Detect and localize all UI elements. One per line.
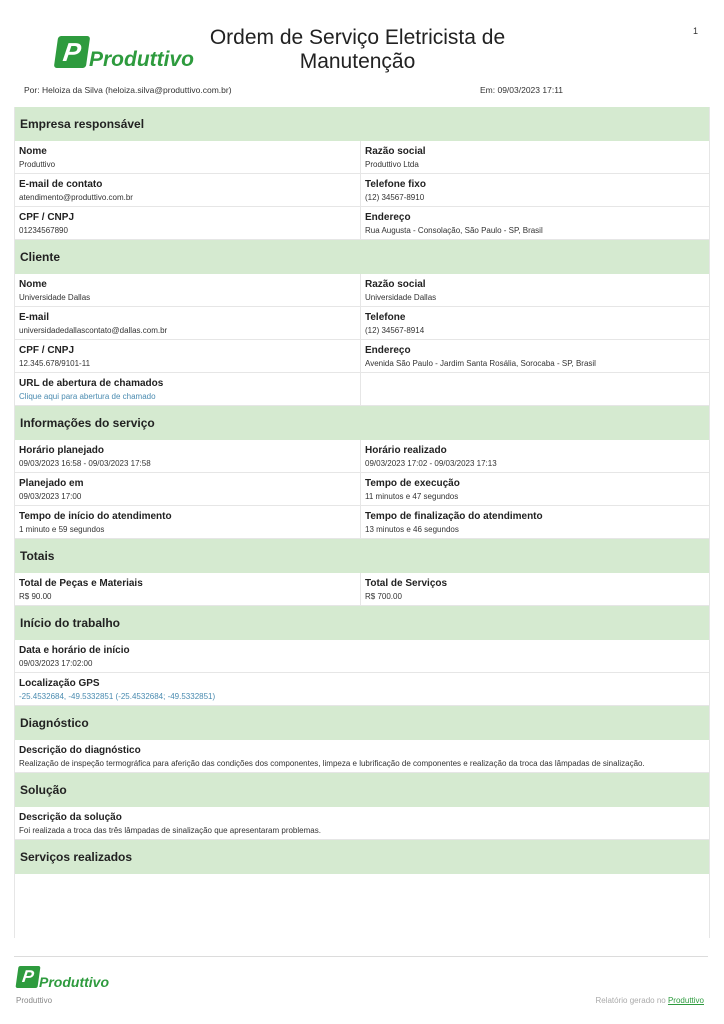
field-label: Total de Peças e Materiais — [19, 578, 143, 589]
field-label: Descrição da solução — [19, 812, 122, 823]
footer-produttivo-link[interactable]: Produttivo — [667, 996, 704, 1005]
field-cliente-email — [15, 307, 360, 339]
field-value: Rua Augusta - Consolação, São Paulo - SP, Brasil — [365, 226, 543, 235]
section-totais: Totais — [15, 539, 709, 573]
footer-generated — [595, 996, 704, 1005]
field-label: CPF / CNPJ — [19, 345, 75, 356]
section-cliente: Cliente — [15, 240, 709, 274]
field-label: Tempo de finalização do atendimento — [365, 511, 543, 522]
field-label: Endereço — [365, 345, 411, 356]
footer-divider — [14, 956, 708, 957]
table-row — [15, 573, 709, 606]
field-label: Nome — [19, 146, 47, 157]
table-row — [15, 373, 709, 406]
field-cliente-url — [15, 373, 360, 405]
field-empresa-nome — [15, 141, 360, 173]
field-label: E-mail de contato — [19, 179, 103, 190]
field-value: R$ 700.00 — [365, 592, 402, 601]
field-value: R$ 90.00 — [19, 592, 52, 601]
table-row — [15, 307, 709, 340]
services-list — [15, 874, 709, 945]
table-row — [15, 640, 709, 673]
field-label: CPF / CNPJ — [19, 212, 75, 223]
field-label: Tempo de início do atendimento — [19, 511, 172, 522]
field-label: Descrição do diagnóstico — [19, 745, 141, 756]
field-label: URL de abertura de chamados — [19, 378, 164, 389]
field-solucao — [15, 807, 709, 839]
author-info: Por: Heloiza da Silva (heloiza.silva@produttivo.com.br) — [24, 85, 232, 95]
produttivo-logo — [56, 32, 194, 72]
field-label: Data e horário de início — [19, 645, 130, 656]
field-value: Universidade Dallas — [365, 293, 437, 302]
field-diagnostico — [15, 740, 709, 772]
field-value: 13 minutos e 46 segundos — [365, 525, 459, 534]
field-tempo-execucao — [360, 473, 709, 505]
section-solucao: Solução — [15, 773, 709, 807]
table-row — [15, 807, 709, 840]
field-label: E-mail — [19, 312, 50, 323]
field-cliente-nome — [15, 274, 360, 306]
field-value: (12) 34567-8914 — [365, 326, 425, 335]
page-number: 1 — [692, 26, 698, 36]
footer-company: Produttivo — [16, 996, 53, 1005]
field-total-servicos — [360, 573, 709, 605]
report-content — [14, 107, 710, 938]
section-diagnostico: Diagnóstico — [15, 706, 709, 740]
field-empresa-telefone — [360, 174, 709, 206]
field-value: 1 minuto e 59 segundos — [19, 525, 105, 534]
footer-generated-text: Relatório gerado no — [595, 996, 668, 1005]
field-value: universidadedallascontato@dallas.com.br — [19, 326, 168, 335]
table-row — [15, 673, 709, 706]
field-label: Localização GPS — [19, 678, 100, 689]
document-title — [185, 26, 530, 74]
field-value: 09/03/2023 16:58 - 09/03/2023 17:58 — [19, 459, 151, 468]
field-value: 09/03/2023 17:02 - 09/03/2023 17:13 — [365, 459, 497, 468]
ticket-url-link[interactable]: Clique aqui para abertura de chamado — [19, 392, 156, 401]
table-row — [15, 506, 709, 539]
field-value: Foi realizada a troca das três lâmpadas de sinalização que apresentaram problemas. — [19, 826, 321, 835]
field-data-inicio — [15, 640, 709, 672]
field-empresa-cpf — [15, 207, 360, 239]
table-row — [15, 207, 709, 240]
field-label: Razão social — [365, 146, 426, 157]
field-label: Telefone — [365, 312, 406, 323]
field-value: 01234567890 — [19, 226, 68, 235]
document-title-line2: Manutenção — [299, 50, 416, 73]
field-value: (12) 34567-8910 — [365, 193, 425, 202]
document-title-line1: Ordem de Serviço Eletricista de — [209, 26, 506, 49]
field-value: Produttivo Ltda — [365, 160, 419, 169]
field-value: 12.345.678/9101-11 — [19, 359, 91, 368]
table-row — [15, 141, 709, 174]
field-tempo-finalizacao — [360, 506, 709, 538]
field-horario-realizado — [360, 440, 709, 472]
field-label: Telefone fixo — [365, 179, 426, 190]
gps-link[interactable]: -25.4532684, -49.5332851 (-25.4532684; -49.5332851) — [19, 692, 216, 701]
field-empresa-endereco — [360, 207, 709, 239]
field-label: Total de Serviços — [365, 578, 448, 589]
section-servico: Informações do serviço — [15, 406, 709, 440]
field-tempo-inicio — [15, 506, 360, 538]
table-row — [15, 174, 709, 207]
field-empresa-razao — [360, 141, 709, 173]
field-label: Tempo de execução — [365, 478, 460, 489]
field-label: Horário realizado — [365, 445, 447, 456]
field-value: 09/03/2023 17:00 — [19, 492, 82, 501]
table-row — [15, 440, 709, 473]
field-label: Horário planejado — [19, 445, 105, 456]
field-value: Universidade Dallas — [19, 293, 91, 302]
table-row — [15, 473, 709, 506]
field-empresa-email — [15, 174, 360, 206]
logo-text: Produttivo — [39, 974, 109, 990]
section-inicio-trabalho: Início do trabalho — [15, 606, 709, 640]
field-gps — [15, 673, 709, 705]
field-value: 09/03/2023 17:02:00 — [19, 659, 93, 668]
generated-at: Em: 09/03/2023 17:11 — [480, 85, 564, 95]
field-total-pecas — [15, 573, 360, 605]
logo-text: Produttivo — [89, 48, 194, 71]
footer-logo — [17, 964, 109, 990]
field-value: 11 minutos e 47 segundos — [365, 492, 459, 501]
field-value: Avenida São Paulo - Jardim Santa Rosália, Sorocaba - SP, Brasil — [365, 359, 596, 368]
section-empresa: Empresa responsável — [15, 107, 709, 141]
field-cliente-razao — [360, 274, 709, 306]
field-cliente-telefone — [360, 307, 709, 339]
field-label: Razão social — [365, 279, 426, 290]
field-label: Planejado em — [19, 478, 84, 489]
table-row — [15, 274, 709, 307]
field-horario-planejado — [15, 440, 360, 472]
field-label: Nome — [19, 279, 47, 290]
field-cliente-cpf — [15, 340, 360, 372]
empty-cell — [360, 373, 709, 405]
field-cliente-endereco — [360, 340, 709, 372]
field-value: atendimento@produttivo.com.br — [19, 193, 133, 202]
table-row — [15, 340, 709, 373]
field-value: Realização de inspeção termográfica para aferição das condições dos componentes, limpeza e lubrificação de componentes e realização da troca das lâmpadas de sinalização. — [19, 759, 645, 768]
logo-mark-icon: P — [15, 966, 40, 988]
table-row — [15, 740, 709, 773]
field-value: Produttivo — [19, 160, 56, 169]
field-planejado-em — [15, 473, 360, 505]
logo-mark-icon: P — [54, 36, 90, 68]
field-label: Endereço — [365, 212, 411, 223]
section-servicos-realizados: Serviços realizados — [15, 840, 709, 874]
